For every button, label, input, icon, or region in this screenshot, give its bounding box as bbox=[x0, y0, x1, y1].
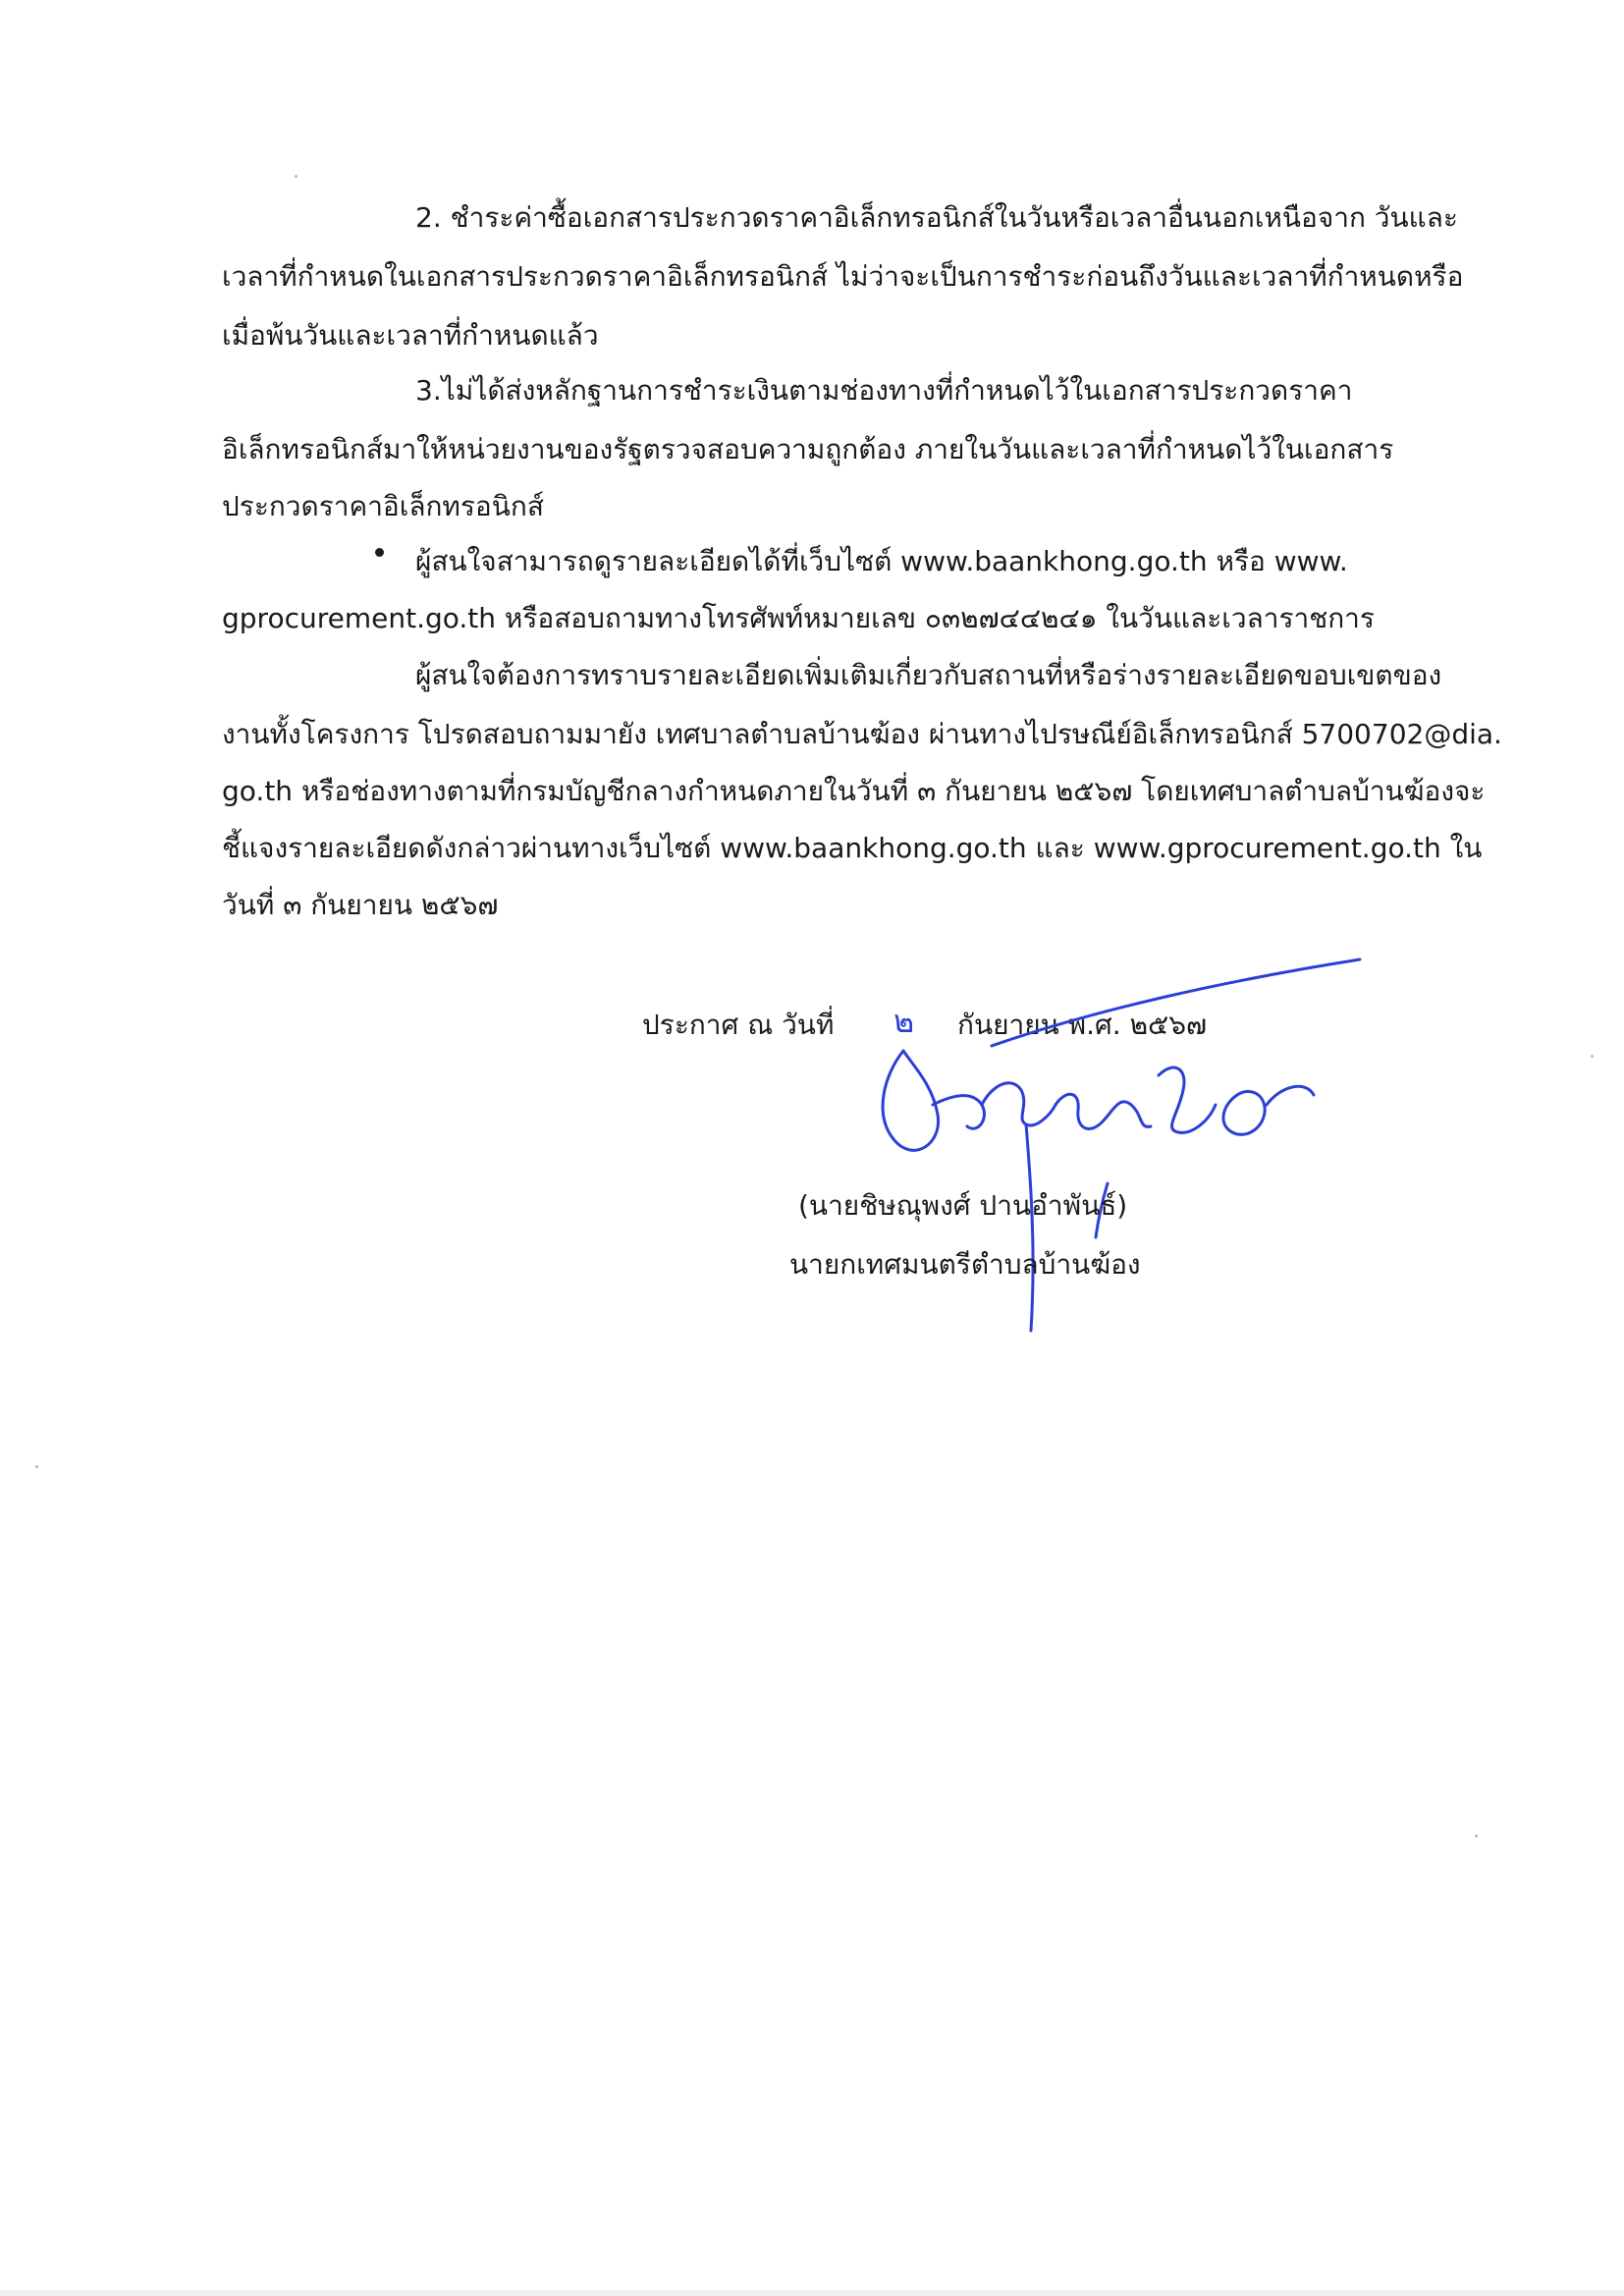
contact-paragraph-line-1: ผู้สนใจต้องการทราบรายละเอียดเพิ่มเติมเกี่ยวกับสถานที่หรือร่างรายละเอียดขอบเขตของ bbox=[415, 659, 1442, 691]
contact-paragraph-line-4: ชี้แจงรายละเอียดดังกล่าวผ่านทางเว็บไซต์ www.baankhong.go.th และ www.gprocurement.go.th ใน bbox=[222, 832, 1483, 864]
contact-paragraph-line-5: วันที่ ๓ กันยายน ๒๕๖๗ bbox=[222, 889, 499, 921]
signature-ink bbox=[844, 957, 1394, 1350]
paragraph-2-line-2: เวลาที่กำหนดในเอกสารประกวดราคาอิเล็กทรอนิกส์ ไม่ว่าจะเป็นการชำระก่อนถึงวันและเวลาที่กำหนดหรือ bbox=[222, 260, 1464, 293]
contact-paragraph-line-2: งานทั้งโครงการ โปรดสอบถามมายัง เทศบาลตำบลบ้านฆ้อง ผ่านทางไปรษณีย์อิเล็กทรอนิกส์ 5700702@dia. bbox=[222, 718, 1502, 750]
scan-speck bbox=[1475, 1834, 1478, 1837]
scan-speck bbox=[35, 1465, 38, 1468]
announcement-month-year: กันยายน พ.ศ. ๒๕๖๗ bbox=[957, 1009, 1208, 1041]
signatory-position: นายกเทศมนตรีตำบลบ้านฆ้อง bbox=[789, 1248, 1141, 1281]
signatory-name: (นายชิษณุพงศ์ ปานอำพันธ์) bbox=[798, 1189, 1128, 1222]
paragraph-3-line-3: ประกวดราคาอิเล็กทรอนิกส์ bbox=[222, 490, 544, 522]
paragraph-2-line-1: 2. ชำระค่าซื้อเอกสารประกวดราคาอิเล็กทรอนิกส์ในวันหรือเวลาอื่นนอกเหนือจาก วันและ bbox=[415, 201, 1458, 234]
scan-bottom-edge bbox=[0, 2290, 1624, 2296]
bullet-icon bbox=[375, 548, 384, 557]
paragraph-3-line-2: อิเล็กทรอนิกส์มาให้หน่วยงานของรัฐตรวจสอบความถูกต้อง ภายในวันและเวลาที่กำหนดไว้ในเอกสาร bbox=[222, 433, 1394, 465]
bullet-paragraph-line-1: ผู้สนใจสามารถดูรายละเอียดได้ที่เว็บไซต์ www.baankhong.go.th หรือ www. bbox=[415, 545, 1348, 577]
announcement-prefix: ประกาศ ณ วันที่ bbox=[642, 1009, 835, 1041]
scan-speck bbox=[1591, 1055, 1594, 1058]
paragraph-3-line-1: 3.ไม่ได้ส่งหลักฐานการชำระเงินตามช่องทางที่กำหนดไว้ในเอกสารประกวดราคา bbox=[415, 374, 1353, 407]
contact-paragraph-line-3: go.th หรือช่องทางตามที่กรมบัญชีกลางกำหนดภายในวันที่ ๓ กันยายน ๒๕๖๗ โดยเทศบาลตำบลบ้านฆ้องจะ bbox=[222, 775, 1486, 807]
scan-speck bbox=[295, 175, 298, 178]
paragraph-2-line-3: เมื่อพ้นวันและเวลาที่กำหนดแล้ว bbox=[222, 319, 599, 352]
announcement-day-handwritten: ๒ bbox=[893, 1003, 915, 1040]
bullet-paragraph-line-2: gprocurement.go.th หรือสอบถามทางโทรศัพท์หมายเลข ๐๓๒๗๔๔๒๔๑ ในวันและเวลาราชการ bbox=[222, 602, 1375, 634]
